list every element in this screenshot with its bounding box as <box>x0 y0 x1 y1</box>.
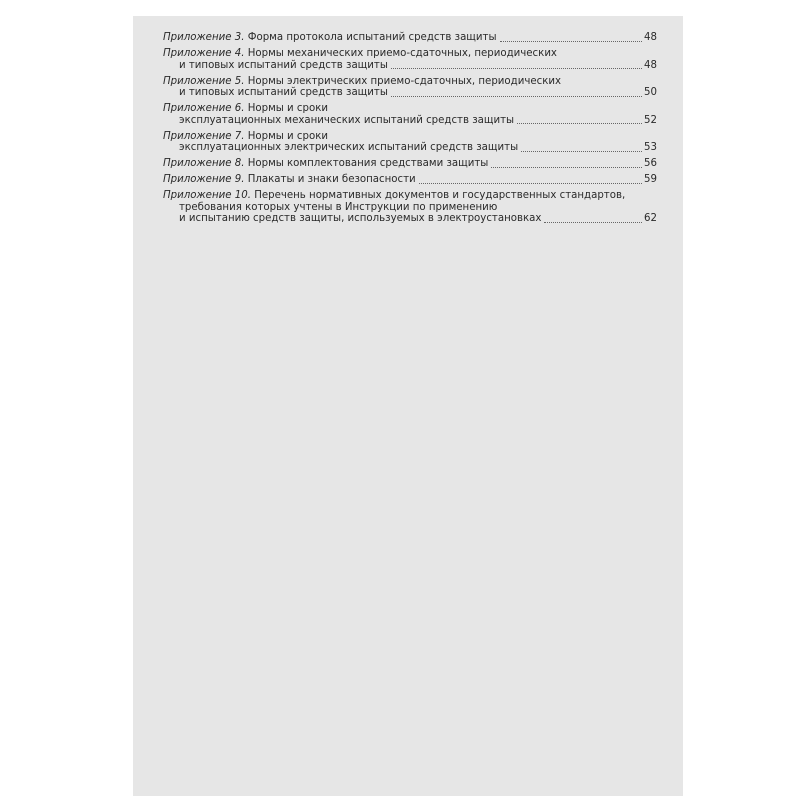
toc-entry-line <box>163 115 657 127</box>
toc-page-number: 48 <box>644 32 657 43</box>
toc-entry-title: Нормы и сроки <box>247 103 328 114</box>
toc-entry-prefix: Приложение 7. <box>163 130 245 142</box>
toc-entry <box>163 174 657 186</box>
toc-entry-line <box>163 60 657 72</box>
toc-entry-line <box>163 103 657 115</box>
toc-entry-prefix: Приложение 6. <box>163 103 245 114</box>
toc-entry-title: эксплуатационных электрических испытаний средств защиты <box>179 142 519 153</box>
dot-leader <box>544 222 642 223</box>
toc-entry-title: Перечень нормативных документов и государственных стандартов, <box>254 190 626 201</box>
dot-leader <box>491 167 642 168</box>
toc-entry-title: Форма протокола испытаний средств защиты <box>247 32 497 43</box>
toc-entry-line <box>163 213 657 225</box>
toc-page-number: 56 <box>644 158 657 169</box>
toc-entry-line <box>163 142 657 154</box>
toc-entry-title: Нормы комплектования средствами защиты <box>247 158 489 169</box>
toc-entry-title: эксплуатационных механических испытаний средств защиты <box>179 114 515 126</box>
toc-entry-line <box>163 131 657 143</box>
toc-entry-line <box>163 190 657 202</box>
toc-entry-line <box>163 87 657 99</box>
dot-leader <box>521 151 642 152</box>
toc-entry-line <box>163 174 657 186</box>
dot-leader <box>419 183 642 184</box>
toc-page-number: 50 <box>644 87 657 98</box>
toc-entry-line <box>163 76 657 88</box>
toc-entry <box>163 158 657 170</box>
toc-entry-title: Нормы и сроки <box>247 130 328 142</box>
toc-entry-prefix: Приложение 9. <box>163 174 245 185</box>
toc-entry-line <box>163 202 657 214</box>
toc-entry-prefix: Приложение 3. <box>163 32 245 43</box>
dot-leader <box>391 96 642 97</box>
toc-entry-title: и типовых испытаний средств защиты <box>179 87 388 98</box>
toc-entry-title: Плакаты и знаки безопасности <box>247 174 416 185</box>
toc-page-number: 59 <box>644 174 657 185</box>
toc-entry <box>163 131 657 154</box>
toc-entry-prefix: Приложение 4. <box>163 48 245 59</box>
toc-entry-line <box>163 32 657 44</box>
dot-leader <box>391 68 642 69</box>
toc-entry-prefix: Приложение 5. <box>163 75 245 87</box>
toc-entry-prefix: Приложение 10. <box>163 190 251 201</box>
toc-entry-title: и испытанию средств защиты, используемых в электроустановках <box>179 213 542 224</box>
toc-entry <box>163 103 657 126</box>
toc-entry-title: Нормы электрических приемо-сдаточных, периодических <box>247 75 562 87</box>
toc-entry-line <box>163 158 657 170</box>
toc-page-number: 53 <box>644 142 657 153</box>
toc-entry-title: Нормы механических приемо-сдаточных, периодических <box>247 48 557 59</box>
table-of-contents <box>163 32 657 229</box>
toc-entry <box>163 48 657 71</box>
toc-entry <box>163 32 657 44</box>
toc-entry-title: требования которых учтены в Инструкции по применению <box>179 201 498 213</box>
dot-leader <box>500 41 643 42</box>
toc-entry-line <box>163 48 657 60</box>
dot-leader <box>517 123 642 124</box>
toc-page-number: 48 <box>644 59 657 71</box>
toc-page-number: 62 <box>644 213 657 224</box>
toc-entry-title: и типовых испытаний средств защиты <box>179 59 388 71</box>
toc-entry <box>163 190 657 225</box>
toc-page-number: 52 <box>644 114 657 126</box>
toc-entry-prefix: Приложение 8. <box>163 158 245 169</box>
toc-entry <box>163 76 657 99</box>
